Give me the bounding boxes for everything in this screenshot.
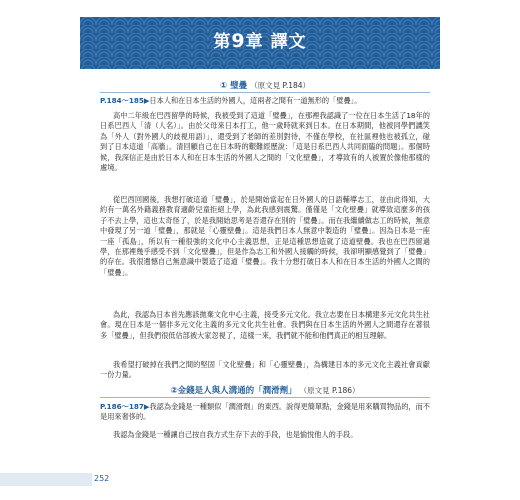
section-1-rule xyxy=(100,92,430,93)
chapter-name: 譯文 xyxy=(270,32,307,52)
section-1-heading xyxy=(100,79,430,91)
paragraph xyxy=(100,430,430,440)
paragraph-text: 我認為金錢是一種類似「潤滑劑」的東西。說得更簡單點，金錢是用來購買物品的，而不是用來奢侈的。 xyxy=(100,402,430,422)
page-ref: P.186〜187▶ xyxy=(100,402,150,411)
section-2-title: ②金錢是人與人溝通的「潤滑劑」 xyxy=(170,386,297,396)
chapter-suffix: 章 xyxy=(245,32,264,52)
chapter-title xyxy=(80,27,440,52)
page-number: 252 xyxy=(94,474,110,483)
paragraph xyxy=(100,195,430,278)
paragraph-text: 我認為金錢是一種讓自己按自我方式生存下去的手段，也是愉悅他人的手段。 xyxy=(113,430,358,439)
section-2-rule xyxy=(100,397,430,398)
section-2-heading xyxy=(100,384,430,396)
paragraph xyxy=(100,360,430,381)
chapter-number: 9 xyxy=(231,30,246,52)
paragraph xyxy=(100,310,430,341)
section-1-ref: （原文見 P.184） xyxy=(250,81,311,90)
paragraph xyxy=(100,111,430,173)
paragraph xyxy=(100,402,430,423)
paragraph-text: 高中二年級在巴西留學的時候，我被受到了這道「璧疊」，在那裡我認識了一位在日本生活了18年的日系巴西人「清（人名）」。由於父母來日本打工，他一歲時就來到日本。在日本期間，他被同學們譏笑為「外人（對外國人的歧視用語）」，還受到了老師的差別對待，不僅在學校，在社區裡他也被孤立，碰到了日本這道「高牆」。清回顧自己在日本時的艱難經歷說：「這是日系巴西人共同面臨的問題」。那個時候，我深信正是由於日本人和在日本生活的外國人之間的「文化壁疊」，才導致有的人被置於像他那樣的處境。 xyxy=(100,111,430,173)
paragraph xyxy=(100,96,430,106)
page-ref: P.184〜185▶ xyxy=(100,96,150,105)
footer-bar xyxy=(0,473,92,486)
page-footer xyxy=(0,473,110,486)
chapter-header xyxy=(80,17,440,69)
paragraph-text: 日本人和在日本生活的外國人，這兩者之間有一道無形的「璧疊」。 xyxy=(149,96,362,105)
section-1-title: ① 璧疊 xyxy=(219,81,248,91)
chapter-prefix: 第 xyxy=(213,32,232,52)
paragraph-text: 我希望打破掉在我們之間的堅固「文化壁疊」和「心靈壁疊」，為構建日本的多元文化主義社會貢獻一份力量。 xyxy=(100,360,430,380)
paragraph-text: 從巴西回國後，我想打破這道「璧疊」，於是開始當起在日外國人的日語輔導志工，並由此得知，大約有一萬名外籍義務教育適齡兒童拒絕上學，為此我感到震驚。僅僅是「文化壁疊」就導致這麼多的孩子不去上學，這也太奇怪了，於是我開始思考是否還存在別的「璧疊」。而在我繼續做志工的時候，無意中發現了另一道「璧疊」，那就是「心靈壁疊」。這是我們日本人無意中製造的「璧疊」。因為日本是一座一座「孤島」，所以有一種很強的文化中心主義思想，正是這種思想造就了這道壁疊。我也在巴西留過學，在那裡幾乎感受不到「文化壁疊」，但是作為志工和外國人接觸的時候，我卻明顯感覺到了「璧疊」的存在。我很遺憾自己無意識中製造了這道「璧疊」。我十分想打破日本人和在日本生活的外國人之間的「璧疊」。 xyxy=(100,195,430,277)
paragraph-text: 為此，我認為日本首先應該拋棄文化中心主義，接受多元文化。我立志要在日本構建多元文化共生社會。現在日本是一個非多元文化主義的多元文化共生社會。我們與在日本生活的外國人之間還存在著很多「璧疊」，但我們很低估部被大家忽視了，這樣一來，我們就不能和他們真正的相互理解。 xyxy=(100,310,430,340)
section-2-ref: （原文見 P.186） xyxy=(299,386,360,395)
